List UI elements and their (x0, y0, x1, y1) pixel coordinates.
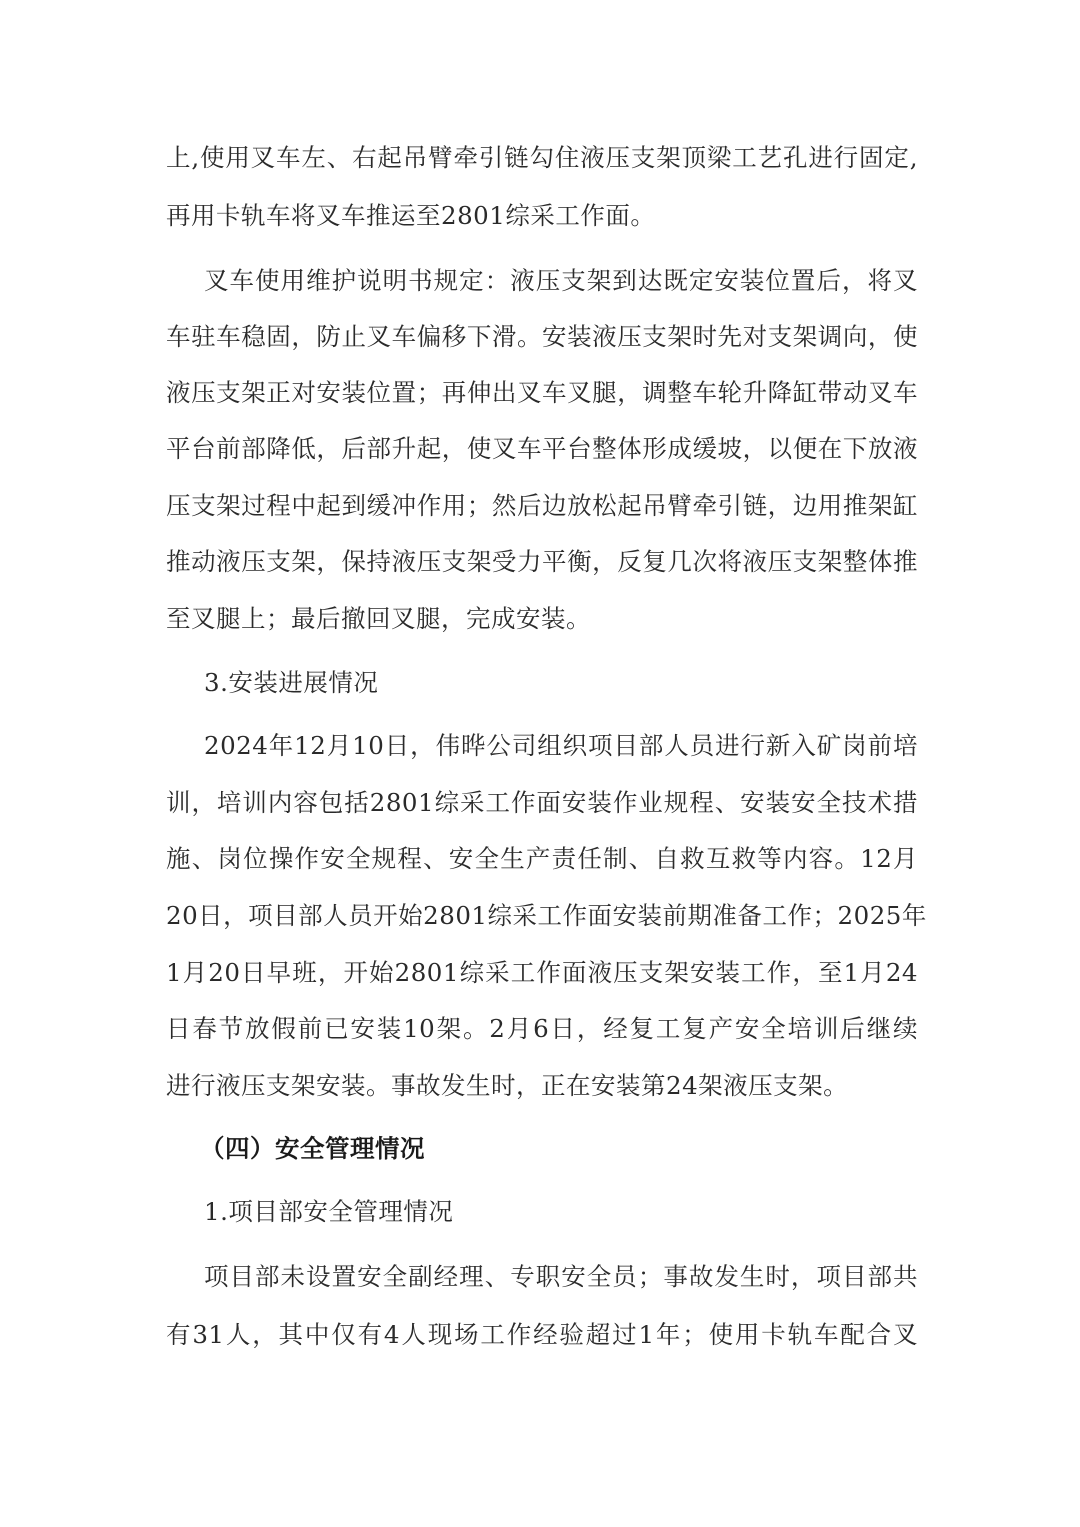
paragraph-line: 至叉腿上；最后撤回叉腿，完成安装。 (166, 604, 591, 633)
paragraph-line: 20日，项目部人员开始2801综采工作面安装前期准备工作；2025年 (166, 901, 927, 930)
section-heading: （四）安全管理情况 (200, 1134, 425, 1163)
paragraph-line: 再用卡轨车将叉车推运至2801综采工作面。 (166, 201, 656, 230)
paragraph-line: 日春节放假前已安装10架。2月6日，经复工复产安全培训后继续 (166, 1014, 918, 1043)
paragraph-line: 上,使用叉车左、右起吊臂牵引链勾住液压支架顶梁工艺孔进行固定, (166, 143, 918, 172)
paragraph-line: 1月20日早班，开始2801综采工作面液压支架安装工作，至1月24 (166, 958, 918, 987)
paragraph-line: 有31人，其中仅有4人现场工作经验超过1年；使用卡轨车配合叉 (166, 1320, 918, 1349)
subsection-heading: 1.项目部安全管理情况 (204, 1197, 454, 1226)
paragraph-line: 训，培训内容包括2801综采工作面安装作业规程、安装安全技术措 (166, 788, 918, 817)
section-heading: 3.安装进展情况 (204, 668, 379, 697)
paragraph-line: 施、岗位操作安全规程、安全生产责任制、自救互救等内容。12月 (166, 844, 918, 873)
paragraph-line: 进行液压支架安装。事故发生时，正在安装第24架液压支架。 (166, 1071, 849, 1100)
paragraph-line: 推动液压支架，保持液压支架受力平衡，反复几次将液压支架整体推 (166, 547, 918, 576)
paragraph-line: 2024年12月10日，伟晔公司组织项目部人员进行新入矿岗前培 (204, 731, 918, 760)
paragraph-line: 压支架过程中起到缓冲作用；然后边放松起吊臂牵引链，边用推架缸 (166, 491, 918, 520)
paragraph-line: 项目部未设置安全副经理、专职安全员；事故发生时，项目部共 (204, 1262, 918, 1291)
paragraph-line: 液压支架正对安装位置；再伸出叉车叉腿，调整车轮升降缸带动叉车 (166, 378, 918, 407)
paragraph-line: 平台前部降低，后部升起，使叉车平台整体形成缓坡，以便在下放液 (166, 434, 918, 463)
paragraph-line: 车驻车稳固，防止叉车偏移下滑。安装液压支架时先对支架调向，使 (166, 322, 918, 351)
paragraph-line: 叉车使用维护说明书规定：液压支架到达既定安装位置后，将叉 (204, 266, 918, 295)
